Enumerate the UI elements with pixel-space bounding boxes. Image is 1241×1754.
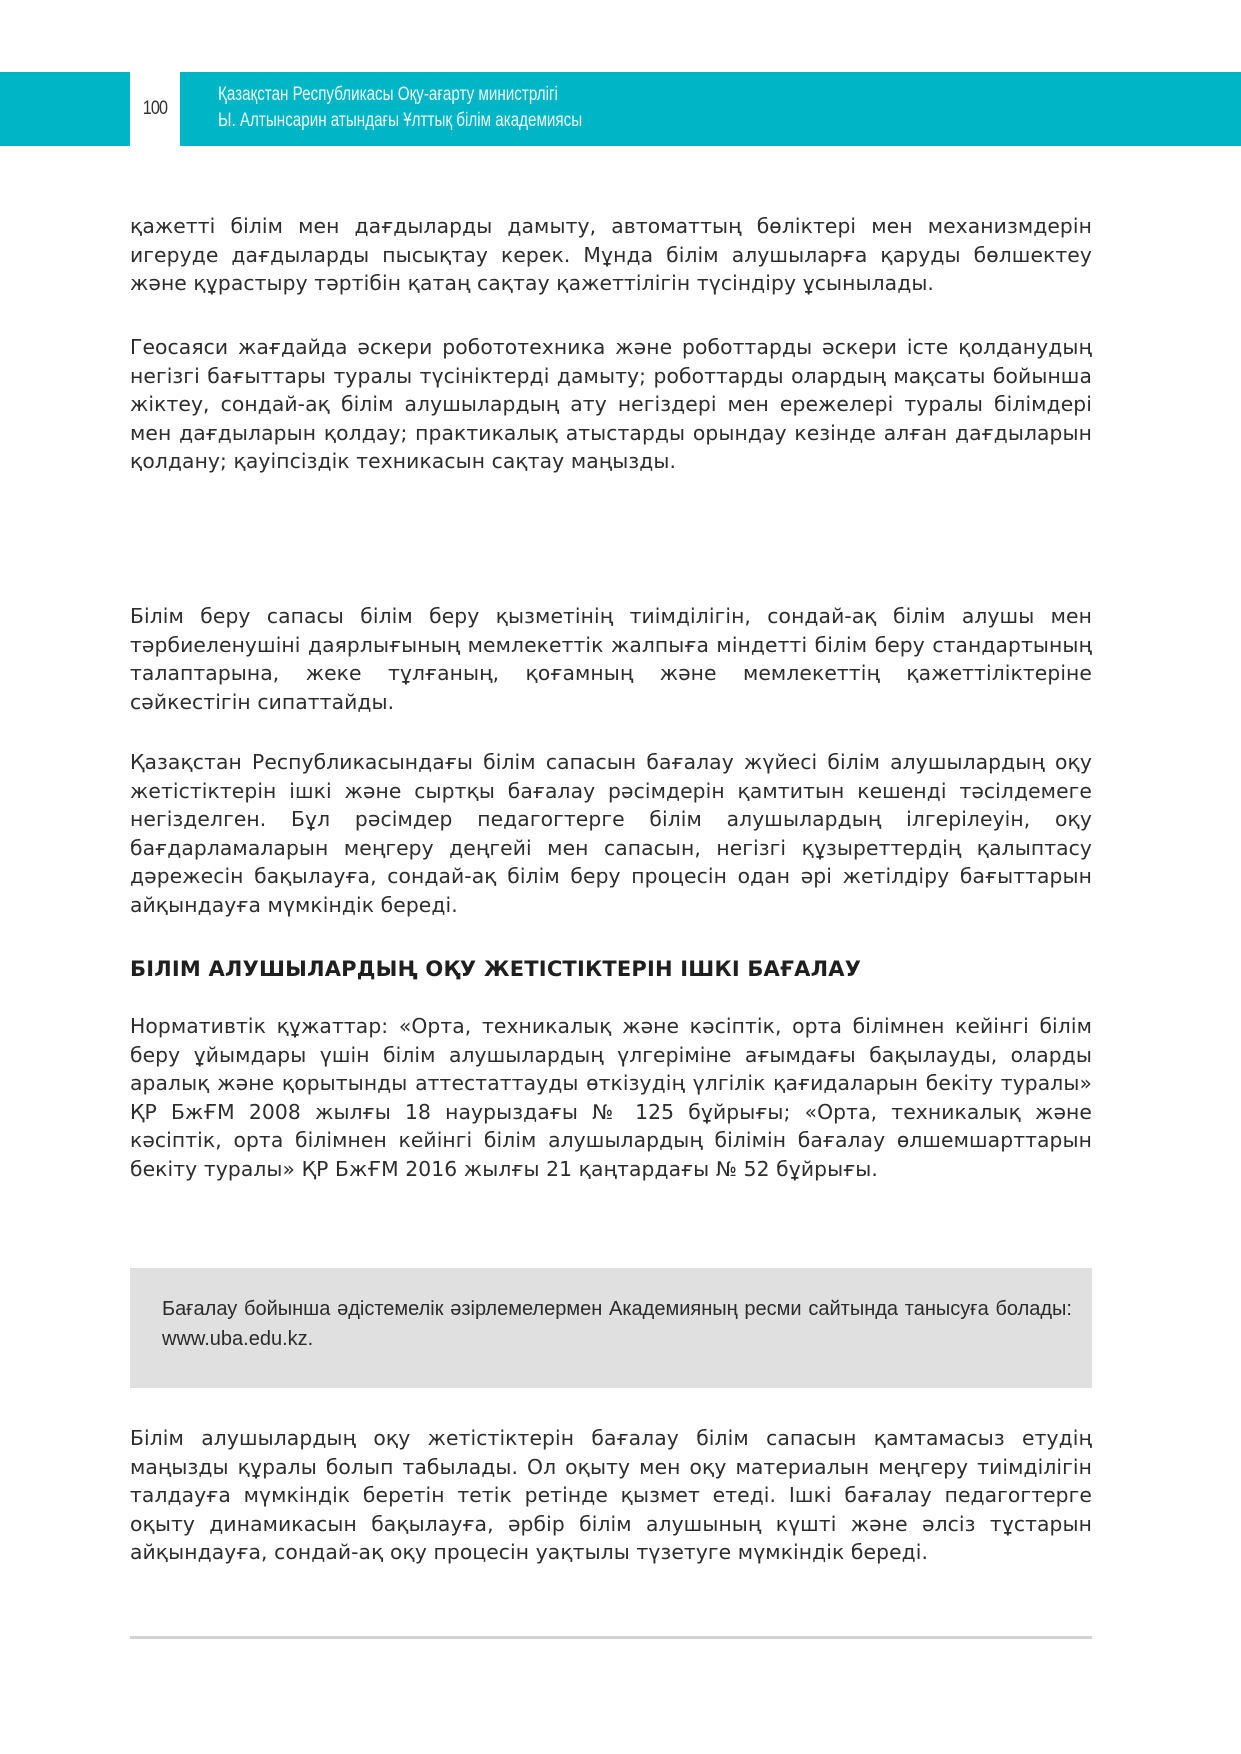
paragraph-1: қажетті білім мен дағдыларды дамыту, автоматтың бөліктері мен механизмдерін игеруде дағдыларды пысықтау керек. Мұнда білім алушыларға қаруды бөлшектеу және құрастыру тәртібін қатаң сақтау қажеттілігін түсіндіру ұсынылады.	[130, 214, 1092, 296]
paragraph-3-block	[130, 602, 1092, 716]
paragraph-3: Білім беру сапасы білім беру қызметінің тиімділігін, сондай-ақ білім алушы мен тәрбиеленушіні даярлығының мемлекеттік жалпыға міндетті білім беру стандартының талаптарына, жеке тұлғаның, қоғамның және мемлекеттің қажеттіліктеріне сәйкестігін сипаттайды.	[130, 604, 1092, 714]
header-title-line1: Қазақстан Республикасы Оқу-ағарту министрлігі	[218, 84, 558, 105]
header-title	[218, 82, 582, 134]
paragraph-4-block	[130, 748, 1092, 920]
page-number: 100	[142, 98, 168, 119]
footer-divider	[130, 1636, 1092, 1639]
paragraph-5-block	[130, 1012, 1092, 1184]
paragraph-6-block	[130, 1424, 1092, 1567]
paragraph-4: Қазақстан Республикасындағы білім сапасын бағалау жүйесі білім алушылардың оқу жетістіктерін ішкі және сыртқы бағалау рәсімдерін қамтитын кешенді тәсілдемеге негізделген. Бұл рәсімдер педагогтерге білім алушылардың ілгерілеуін, оқу бағдарламаларын меңгеру деңгейі мен сапасын, негізгі құзыреттердің қалыптасу дәрежесін бақылауға, сондай-ақ білім беру процесін одан әрі жетілдіру бағыттарын айқындауға мүмкіндік береді.	[130, 750, 1092, 917]
section-heading: БІЛІМ АЛУШЫЛАРДЫҢ ОҚУ ЖЕТІСТІКТЕРІН ІШКІ БАҒАЛАУ	[130, 957, 862, 981]
header-title-line2: Ы. Алтынсарин атындағы Ұлттық білім академиясы	[218, 110, 583, 131]
header-accent-block	[0, 72, 130, 146]
paragraph-6: Білім алушылардың оқу жетістіктерін бағалау білім сапасын қамтамасыз етудің маңызды құралы болып табылады. Ол оқыту мен оқу материалын меңгеру тиімділігін талдауға мүмкіндік беретін тетік ретінде қызмет етеді. Ішкі бағалау педагогтерге оқыту динамикасын бақылауға, әрбір білім алушының күшті және әлсіз тұстарын айқындауға, сондай-ақ оқу процесін уақтылы түзетуге мүмкіндік береді.	[130, 1426, 1092, 1565]
paragraph-1-block	[130, 212, 1092, 298]
note-box	[130, 1268, 1092, 1388]
paragraph-2-block	[130, 333, 1092, 476]
paragraph-2: Геосаяси жағдайда әскери робототехника және роботтарды әскери істе қолданудың негізгі бағыттары туралы түсініктерді дамыту; роботтарды олардың мақсаты бойынша жіктеу, сондай-ақ білім алушылардың ату негіздері мен ережелері туралы білімдері мен дағдыларын қолдау; практикалық атыстарды орындау кезінде алған дағдыларын қолдану; қауіпсіздік техникасын сақтау маңызды.	[130, 335, 1092, 474]
note-text: Бағалау бойынша әдістемелік әзірлемелермен Академияның ресми сайтында танысуға болады: www.uba.edu.kz.	[162, 1298, 1072, 1350]
paragraph-5: Нормативтік құжаттар: «Орта, техникалық және кәсіптік, орта білімнен кейінгі білім беру ұйымдары үшін білім алушылардың үлгеріміне ағымдағы бақылауды, оларды аралық және қорытынды аттестаттауды өткізудің үлгілік қағидаларын бекіту туралы» ҚР БжҒМ 2008 жылғы 18 наурыздағы № 125 бұйрығы; «Орта, техникалық және кәсіптік, орта білімнен кейінгі білім алушылардың білімін бағалау өлшемшарттарын бекіту туралы» ҚР БжҒМ 2016 жылғы 21 қаңтардағы № 52 бұйрығы.	[130, 1014, 1092, 1181]
